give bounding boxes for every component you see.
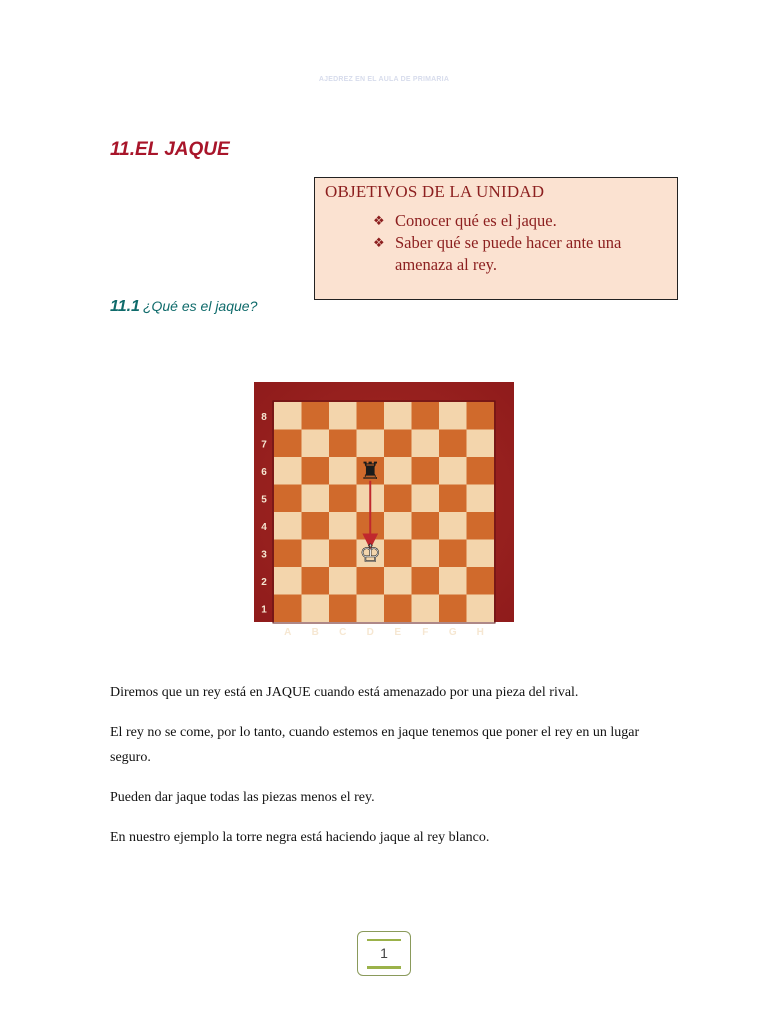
board-square-g7 [439,430,467,458]
board-square-f5 [412,485,440,513]
rank-label: 5 [261,494,267,506]
board-square-e3 [384,540,412,568]
board-square-g5 [439,485,467,513]
objectives-list [325,210,667,276]
board-square-c5 [329,485,357,513]
board-square-b7 [302,430,330,458]
board-square-b8 [302,402,330,430]
page-number-box [357,931,411,976]
board-square-f2 [412,567,440,595]
board-square-h7 [467,430,495,458]
board-square-a2 [274,567,302,595]
page-number-rule-bottom [367,966,401,969]
board-square-e2 [384,567,412,595]
board-square-f8 [412,402,440,430]
board-square-f4 [412,512,440,540]
chess-diagram [254,382,514,638]
file-label: E [394,627,402,638]
file-label: H [476,627,484,638]
subsection-heading [110,298,257,316]
board-square-e6 [384,457,412,485]
board-square-b3 [302,540,330,568]
board-square-g3 [439,540,467,568]
file-label: F [422,627,429,638]
board-square-f3 [412,540,440,568]
board-square-b2 [302,567,330,595]
rank-label: 2 [261,576,267,588]
rank-label: 4 [261,521,267,533]
board-square-f7 [412,430,440,458]
objectives-title: OBJETIVOS DE LA UNIDAD [325,182,545,201]
diamond-bullet-icon: ❖ [373,235,385,250]
board-square-e1 [384,595,412,623]
board-square-b4 [302,512,330,540]
objective-text: Saber qué se puede hacer ante una amenaza al rey. [395,233,622,274]
board-square-d2 [357,567,385,595]
paragraph: Diremos que un rey está en JAQUE cuando está amenazado por una pieza del rival. [110,685,579,700]
subsection-title: ¿Qué es el jaque? [142,298,258,314]
board-square-g1 [439,595,467,623]
board-square-a6 [274,457,302,485]
paragraph: El rey no se come, por lo tanto, cuando estemos en jaque tenemos que poner el rey en un lugar seguro. [110,725,640,765]
white-king-icon: ♔ [359,539,382,568]
board-square-g4 [439,512,467,540]
board-square-e5 [384,485,412,513]
file-label: A [284,627,292,638]
board-square-e4 [384,512,412,540]
board-square-c6 [329,457,357,485]
file-label: C [339,627,347,638]
running-header: AJEDREZ EN EL AULA DE PRIMARIA [318,76,450,83]
board-square-h3 [467,540,495,568]
board-square-g2 [439,567,467,595]
board-square-d1 [357,595,385,623]
board-square-h6 [467,457,495,485]
paragraph: En nuestro ejemplo la torre negra está haciendo jaque al rey blanco. [110,830,490,845]
board-square-h4 [467,512,495,540]
board-square-c4 [329,512,357,540]
rank-label: 7 [261,439,267,451]
rank-label: 6 [261,466,267,478]
section-title: 11.EL JAQUE [110,139,230,160]
board-square-c7 [329,430,357,458]
diamond-bullet-icon: ❖ [373,213,385,228]
board-square-f1 [412,595,440,623]
board-square-c1 [329,595,357,623]
board-square-a4 [274,512,302,540]
objectives-box [314,177,678,300]
board-square-a5 [274,485,302,513]
body-text [110,680,670,865]
rank-label: 3 [261,549,267,561]
board-square-b6 [302,457,330,485]
objective-item [373,232,667,276]
chess-board [254,382,514,638]
board-square-h1 [467,595,495,623]
board-square-c3 [329,540,357,568]
board-square-c8 [329,402,357,430]
board-square-d8 [357,402,385,430]
board-square-c2 [329,567,357,595]
board-square-h2 [467,567,495,595]
file-label: B [311,627,319,638]
file-label: G [448,627,457,638]
page-number: 1 [380,945,388,961]
rank-label: 1 [261,604,267,616]
board-square-e7 [384,430,412,458]
objective-item [373,210,667,232]
board-square-e8 [384,402,412,430]
board-square-b5 [302,485,330,513]
paragraph: Pueden dar jaque todas las piezas menos el rey. [110,790,375,805]
board-square-a3 [274,540,302,568]
file-label: D [366,627,374,638]
black-rook-icon: ♜ [359,456,382,485]
rank-label: 8 [261,411,267,423]
board-square-f6 [412,457,440,485]
board-square-b1 [302,595,330,623]
subsection-number: 11.1 [110,298,140,315]
board-square-a7 [274,430,302,458]
board-square-a8 [274,402,302,430]
page-number-rule-top [367,939,401,941]
board-square-g6 [439,457,467,485]
board-square-h8 [467,402,495,430]
board-square-h5 [467,485,495,513]
board-square-d7 [357,430,385,458]
objective-text: Conocer qué es el jaque. [395,211,557,230]
board-square-a1 [274,595,302,623]
board-square-g8 [439,402,467,430]
